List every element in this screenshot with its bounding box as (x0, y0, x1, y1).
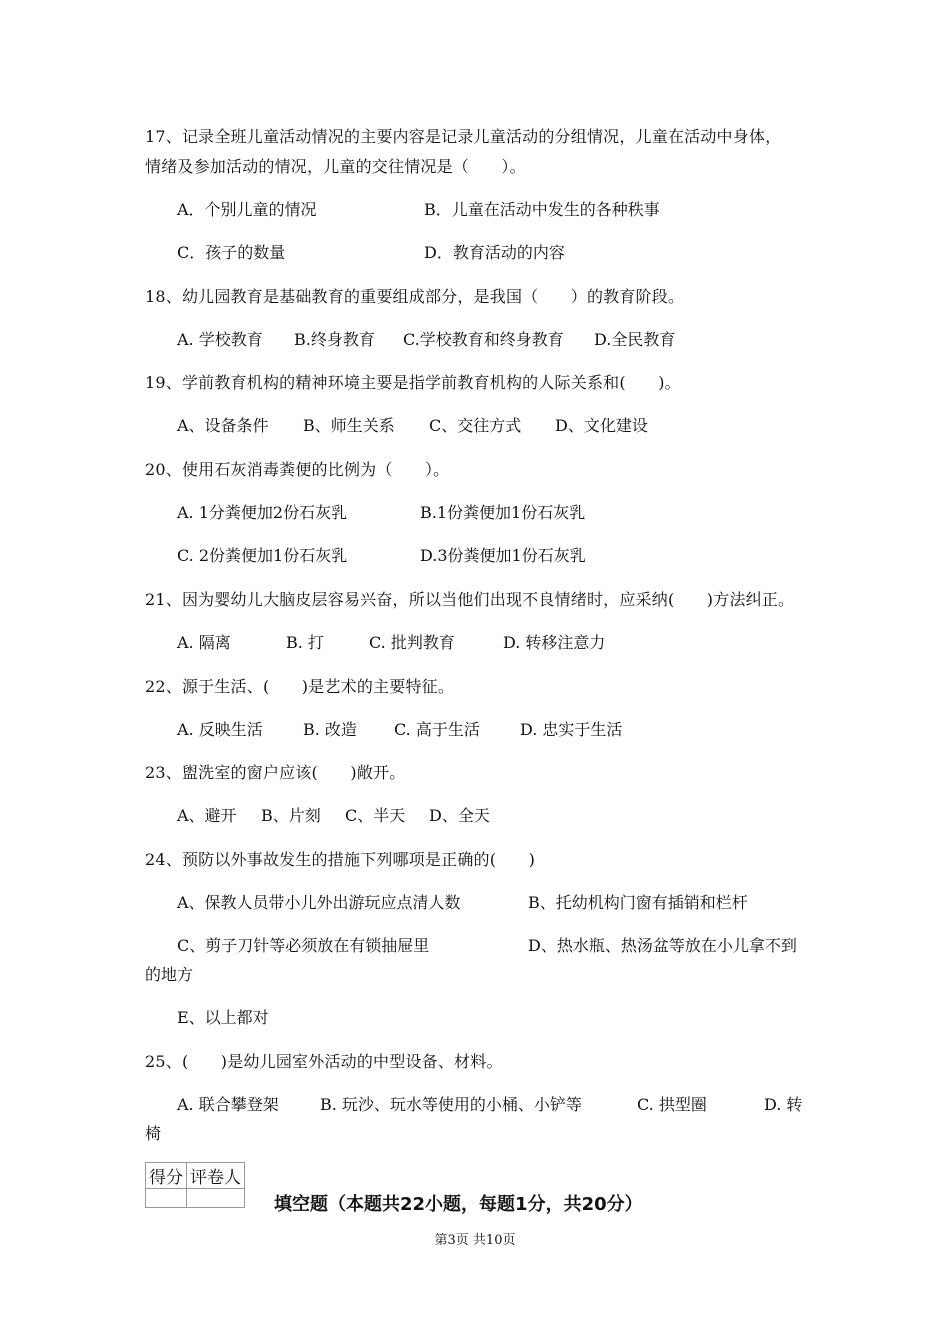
question-22-option-b: B. 改造 (303, 720, 357, 739)
question-19-option-d: D、文化建设 (555, 416, 648, 435)
question-18-option-c: C.学校教育和终身教育 (403, 330, 564, 349)
question-23-option-d: D、全天 (429, 806, 490, 825)
question-21-option-c: C. 批判教育 (369, 633, 455, 652)
question-23-option-c: C、半天 (345, 806, 406, 825)
question-21-option-d: D. 转移注意力 (503, 633, 606, 652)
question-22: 22、源于生活、( )是艺术的主要特征。 (145, 677, 455, 696)
question-17-line2: 情绪及参加活动的情况，儿童的交往情况是（ ）。 (145, 157, 526, 176)
question-19-option-c: C、交往方式 (429, 416, 522, 435)
section-title: 填空题（本题共22小题，每题1分，共20分） (274, 1194, 643, 1215)
question-20-option-c: C. 2份粪便加1份石灰乳 (177, 546, 348, 565)
question-23-option-a: A、避开 (177, 806, 237, 825)
question-20-option-d: D.3份粪便加1份石灰乳 (420, 546, 586, 565)
question-24-option-d: D、热水瓶、热汤盆等放在小儿拿不到 (528, 936, 797, 955)
question-18-option-d: D.全民教育 (594, 330, 676, 349)
question-19-option-b: B、师生关系 (303, 416, 395, 435)
question-24-option-a: A、保教人员带小儿外出游玩应点清人数 (177, 893, 461, 912)
question-17-line1: 17、记录全班儿童活动情况的主要内容是记录儿童活动的分组情况，儿童在活动中身体， (145, 127, 782, 146)
question-17-option-d: D．教育活动的内容 (424, 243, 565, 262)
question-24-option-c: C、剪子刀针等必须放在有锁抽屉里 (177, 936, 430, 955)
question-17-option-a: A．个别儿童的情况 (177, 200, 317, 219)
question-24-option-d-cont: 的地方 (145, 965, 194, 984)
question-25-option-c: C. 拱型圈 (637, 1095, 707, 1114)
grader-label: 评卷人 (187, 1163, 245, 1189)
score-table (145, 1162, 245, 1208)
question-20-option-b: B.1份粪便加1份石灰乳 (420, 503, 586, 522)
question-17-option-c: C．孩子的数量 (177, 243, 286, 262)
question-25-option-d: D. 转 (764, 1095, 803, 1114)
question-21-option-a: A. 隔离 (177, 633, 231, 652)
score-label: 得分 (146, 1163, 187, 1189)
question-25-option-a: A. 联合攀登架 (177, 1095, 279, 1114)
question-18: 18、幼儿园教育是基础教育的重要组成部分，是我国（ ）的教育阶段。 (145, 287, 685, 306)
grader-cell (187, 1189, 245, 1208)
question-22-option-a: A. 反映生活 (177, 720, 263, 739)
question-18-option-a: A. 学校教育 (177, 330, 263, 349)
score-cell (146, 1189, 187, 1208)
question-20: 20、使用石灰消毒粪便的比例为（ ）。 (145, 460, 450, 479)
question-19-option-a: A、设备条件 (177, 416, 269, 435)
question-20-option-a: A. 1分粪便加2份石灰乳 (177, 503, 348, 522)
question-19: 19、学前教育机构的精神环境主要是指学前教育机构的人际关系和( )。 (145, 373, 681, 392)
question-21-option-b: B. 打 (286, 633, 324, 652)
question-22-option-c: C. 高于生活 (394, 720, 480, 739)
question-24-option-e: E、以上都对 (177, 1008, 269, 1027)
question-22-option-d: D. 忠实于生活 (520, 720, 623, 739)
question-25: 25、( )是幼儿园室外活动的中型设备、材料。 (145, 1052, 503, 1071)
question-24: 24、预防以外事故发生的措施下列哪项是正确的( ) (145, 850, 536, 869)
question-25-option-d-cont: 椅 (145, 1124, 162, 1143)
question-23: 23、盥洗室的窗户应该( )敞开。 (145, 763, 406, 782)
question-23-option-b: B、片刻 (261, 806, 321, 825)
question-25-option-b: B. 玩沙、玩水等使用的小桶、小铲等 (320, 1095, 582, 1114)
question-18-option-b: B.终身教育 (294, 330, 375, 349)
question-17-option-b: B．儿童在活动中发生的各种秩事 (424, 200, 660, 219)
question-24-option-b: B、托幼机构门窗有插销和栏杆 (528, 893, 748, 912)
question-21: 21、因为婴幼儿大脑皮层容易兴奋，所以当他们出现不良情绪时，应采纳( )方法纠正。 (145, 590, 795, 609)
page-footer: 第3页 共10页 (434, 1233, 516, 1248)
